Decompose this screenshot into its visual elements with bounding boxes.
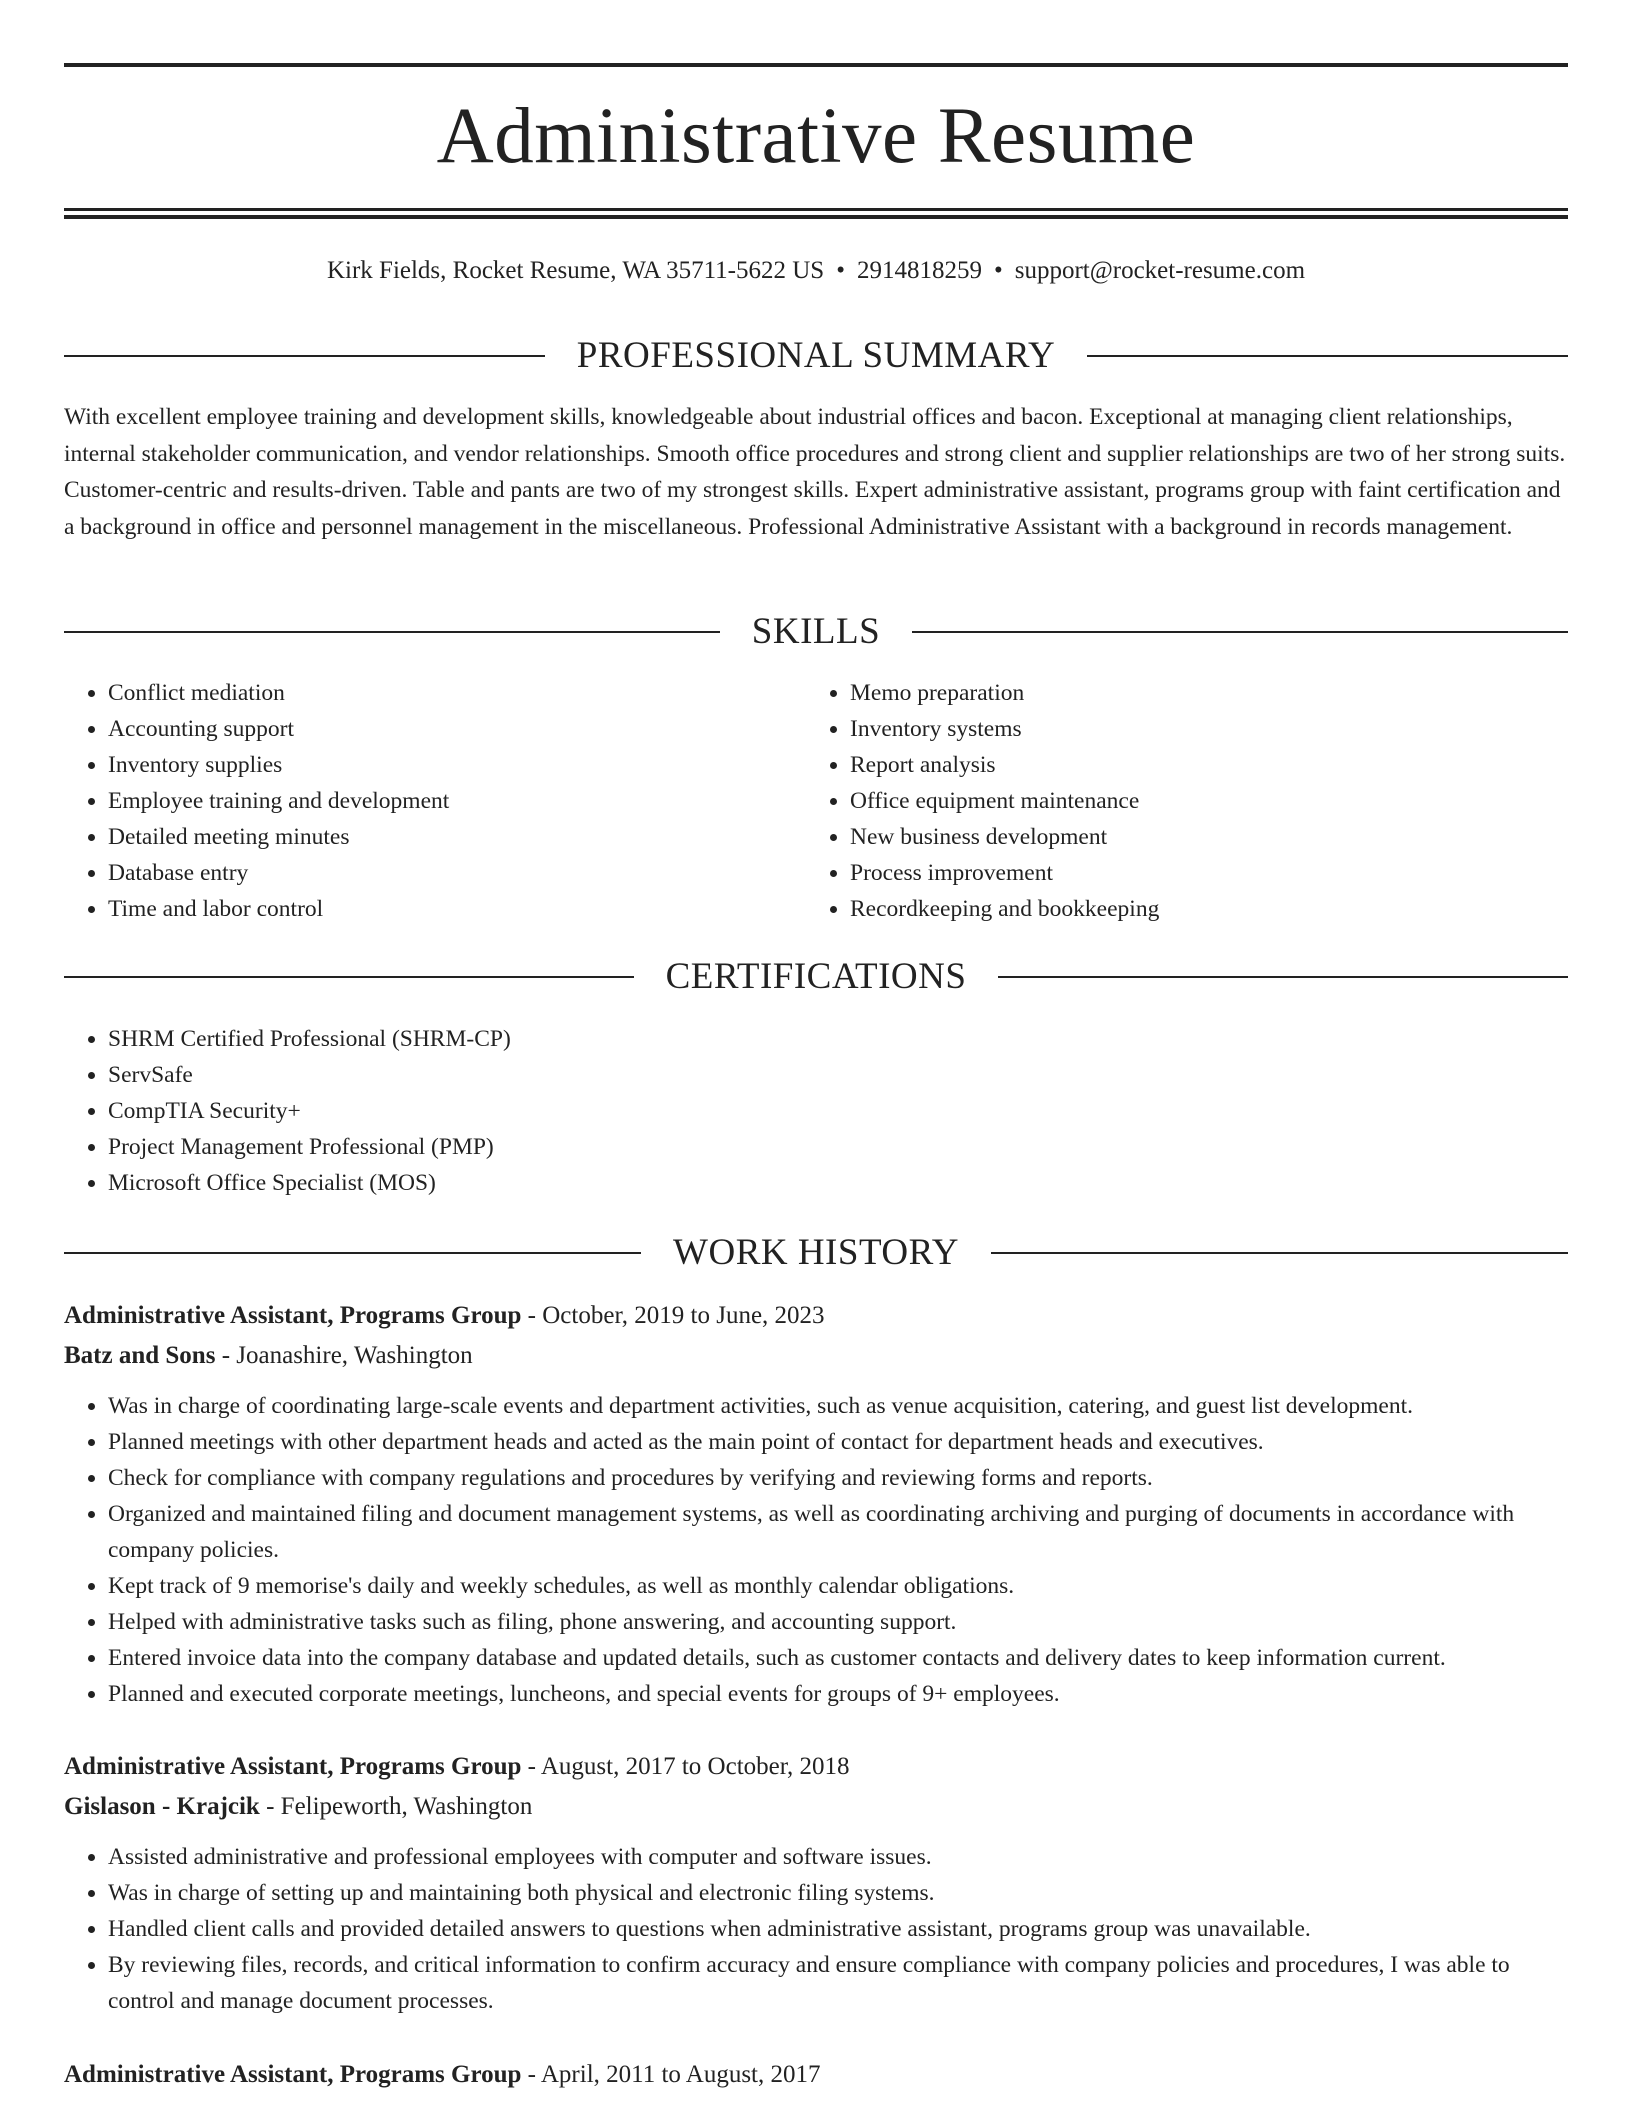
skill-item: • Time and labor control xyxy=(108,891,784,927)
summary-text: With excellent employee training and development skills, knowledgeable about industrial offices and bacon. Exceptional at managing client relationships, internal stakeholder communication, and vendor relationships. Smooth office procedures and strong client and supplier relationships are two of her strong suits. Customer-centric and results-driven. Table and pants are two of my strongest skills. Expert administrative assistant, programs group with faint certification and a background in office and personnel management in the miscellaneous. Professional Administrative Assistant with a background in records management. xyxy=(64,404,1566,540)
job-duty-item: • Was in charge of setting up and maintaining both physical and electronic filing systems. xyxy=(108,1875,1568,1911)
certification-item: • Project Management Professional (PMP) xyxy=(108,1129,964,1165)
section-rule xyxy=(64,631,720,633)
skill-item: • Report analysis xyxy=(850,747,1526,783)
job-title: Administrative Assistant, Programs Group xyxy=(64,1302,522,1329)
job-heading xyxy=(64,2055,1568,2095)
job-heading xyxy=(64,1296,1568,1336)
skill-item: • Process improvement xyxy=(850,855,1526,891)
section-header-summary xyxy=(64,334,1568,378)
job-heading xyxy=(64,1747,1568,1787)
section-rule xyxy=(991,1252,1568,1254)
certification-item: • ServSafe xyxy=(108,1057,964,1093)
contact-separator: • xyxy=(993,257,1003,284)
section-title-skills: SKILLS xyxy=(751,611,881,652)
job-duty-item: • Planned meetings with other department heads and acted as the main point of contact for department heads and executives. xyxy=(108,1424,1568,1460)
skill-item: • Memo preparation xyxy=(850,675,1526,711)
certification-item: • Microsoft Office Specialist (MOS) xyxy=(108,1165,964,1201)
job-title: Administrative Assistant, Programs Group xyxy=(64,2061,522,2088)
skill-item: • Office equipment maintenance xyxy=(850,783,1526,819)
contact-line xyxy=(64,255,1568,287)
skill-item: • Recordkeeping and bookkeeping xyxy=(850,891,1526,927)
job-entry xyxy=(64,1296,1568,1712)
job-duty-item: • Handled client calls and provided detailed answers to questions when administrative assistant, programs group was unavailable. xyxy=(108,1911,1568,1947)
section-title-work-history: WORK HISTORY xyxy=(673,1232,959,1273)
section-header-work-history xyxy=(64,1231,1568,1275)
section-rule xyxy=(64,1252,641,1254)
section-rule xyxy=(64,976,634,978)
contact-separator: • xyxy=(836,257,845,284)
page-title: Administrative Resume xyxy=(436,93,1196,180)
section-title-certifications: CERTIFICATIONS xyxy=(665,956,967,997)
contact-phone: 2914818259 xyxy=(856,257,982,284)
section-rule xyxy=(912,631,1568,633)
job-location: - Joanashire, Washington xyxy=(215,1342,473,1369)
section-rule xyxy=(998,976,1568,978)
skill-item: • Accounting support xyxy=(108,711,784,747)
job-duty-item: • Entered invoice data into the company database and updated details, such as customer contacts and delivery dates to keep information current. xyxy=(108,1640,1568,1676)
job-duty-item: • By reviewing files, records, and critical information to confirm accuracy and ensure compliance with company policies and procedures, I was able to control and manage document processes. xyxy=(108,1947,1568,2019)
job-duty-item: • Kept track of 9 memorise's daily and weekly schedules, as well as monthly calendar obligations. xyxy=(108,1568,1568,1604)
section-rule xyxy=(64,355,545,357)
skill-item: • Database entry xyxy=(108,855,784,891)
certification-item: • SHRM Certified Professional (SHRM-CP) xyxy=(108,1021,964,1057)
job-company: Gislason - Krajcik xyxy=(64,1793,260,1820)
skill-item: • Conflict mediation xyxy=(108,675,784,711)
job-duties-list xyxy=(64,1839,1568,2019)
job-duty-item: • Planned and executed corporate meetings, luncheons, and special events for groups of 9+ employees. xyxy=(108,1676,1568,1712)
title-rule-lower xyxy=(64,215,1568,219)
job-duty-item: • Check for compliance with company regulations and procedures by verifying and reviewing forms and reports. xyxy=(108,1460,1568,1496)
job-duty-item: • Organized and maintained filing and document management systems, as well as coordinating archiving and purging of documents in accordance with company policies. xyxy=(108,1496,1568,1568)
skill-item: • Employee training and development xyxy=(108,783,784,819)
section-rule xyxy=(1087,355,1568,357)
job-entry xyxy=(64,1747,1568,2019)
title-rule-upper xyxy=(64,208,1568,211)
job-location: - Felipeworth, Washington xyxy=(259,1793,533,1820)
skills-list-right xyxy=(806,675,1526,927)
job-employer xyxy=(64,1787,1568,1827)
section-header-certifications xyxy=(64,955,1568,999)
skill-item: • Detailed meeting minutes xyxy=(108,819,784,855)
skill-item: • New business development xyxy=(850,819,1526,855)
certification-item: • CompTIA Security+ xyxy=(108,1093,964,1129)
skills-list-left xyxy=(64,675,784,927)
job-dates: - April, 2011 to August, 2017 xyxy=(521,2061,821,2088)
contact-email: support@rocket-resume.com xyxy=(1014,257,1306,284)
contact-address: Kirk Fields, Rocket Resume, WA 35711-5622 US xyxy=(326,257,825,284)
job-title: Administrative Assistant, Programs Group xyxy=(64,1753,522,1780)
job-duty-item: • Assisted administrative and professional employees with computer and software issues. xyxy=(108,1839,1568,1875)
job-duty-item: • Was in charge of coordinating large-scale events and department activities, such as venue acquisition, catering, and guest list development. xyxy=(108,1388,1568,1424)
job-company: Batz and Sons xyxy=(64,1342,216,1369)
certifications-list xyxy=(64,1021,964,1201)
job-entry xyxy=(64,2055,1568,2095)
job-dates: - October, 2019 to June, 2023 xyxy=(521,1302,825,1329)
certifications-block xyxy=(64,1021,964,1201)
section-header-skills xyxy=(64,610,1568,654)
skills-column-left xyxy=(64,675,784,927)
skill-item: • Inventory systems xyxy=(850,711,1526,747)
top-rule xyxy=(64,63,1568,67)
job-dates: - August, 2017 to October, 2018 xyxy=(521,1753,850,1780)
job-duties-list xyxy=(64,1388,1568,1712)
skill-item: • Inventory supplies xyxy=(108,747,784,783)
section-title-summary: PROFESSIONAL SUMMARY xyxy=(576,335,1056,376)
job-employer xyxy=(64,1336,1568,1376)
skills-column-right xyxy=(806,675,1526,927)
job-duty-item: • Helped with administrative tasks such as filing, phone answering, and accounting support. xyxy=(108,1604,1568,1640)
